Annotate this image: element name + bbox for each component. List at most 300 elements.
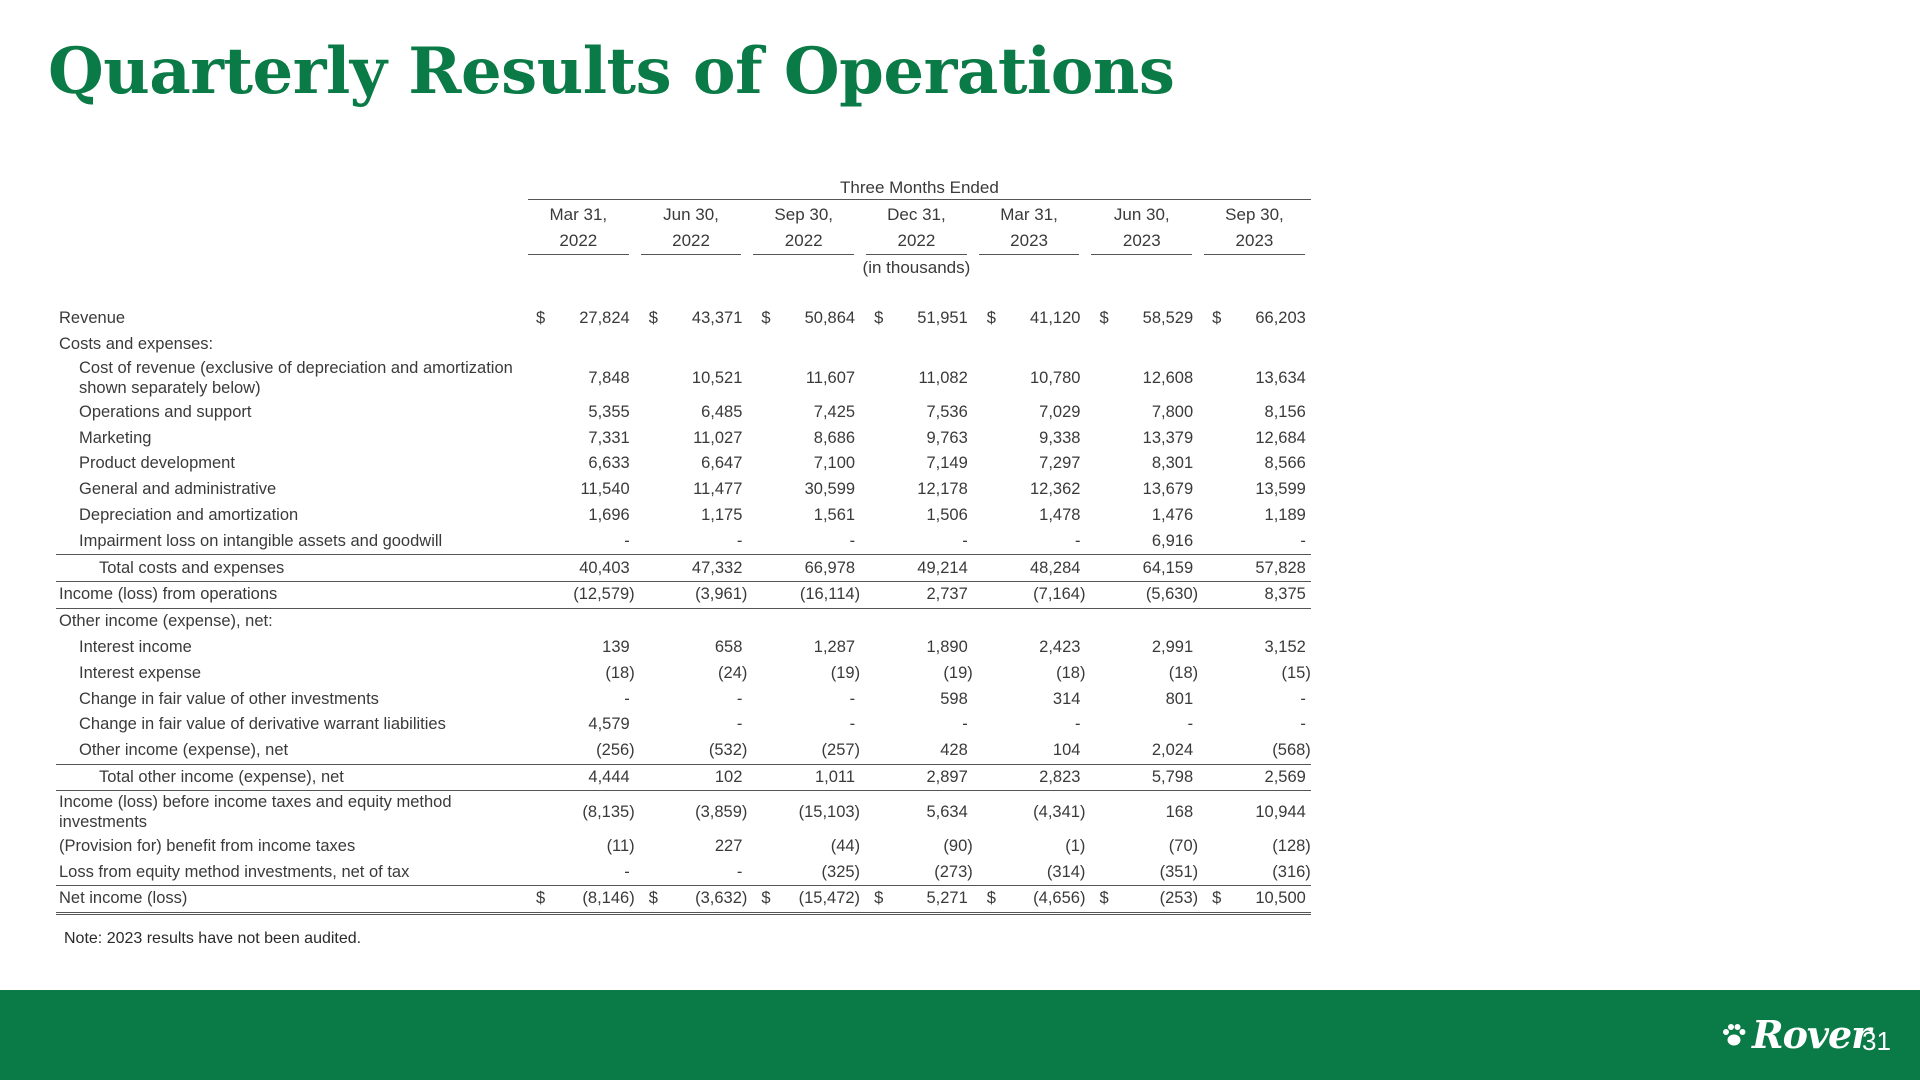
cell-value: 2,823: [996, 764, 1086, 791]
currency-symbol: [860, 555, 883, 582]
currency-symbol: [1085, 738, 1108, 764]
currency-symbol: [860, 764, 883, 791]
cell-value: 43,371: [691, 309, 743, 328]
currency-symbol: [860, 528, 883, 554]
currency-symbol: $: [1085, 885, 1108, 913]
currency-symbol: [860, 451, 883, 477]
currency-symbol: [973, 528, 996, 554]
currency-symbol: [522, 477, 545, 503]
cell-value: (325): [821, 862, 861, 881]
currency-symbol: [635, 712, 658, 738]
cell-value: (18): [1056, 663, 1086, 682]
column-header: [522, 202, 635, 255]
currency-symbol: [522, 764, 545, 791]
currency-symbol: [1198, 791, 1221, 834]
currency-symbol: [747, 503, 770, 529]
cell-value: (128): [1272, 836, 1311, 855]
currency-symbol: [860, 686, 883, 712]
currency-symbol: [1085, 332, 1108, 358]
currency-symbol: [860, 712, 883, 738]
currency-symbol: [860, 581, 883, 608]
currency-symbol: [973, 686, 996, 712]
cell-value: 64,159: [1109, 555, 1199, 582]
currency-symbol: [1198, 859, 1221, 885]
cell-value: -: [736, 862, 743, 881]
footer-bar: [0, 990, 1920, 1080]
column-header-date: Sep 30,: [1225, 204, 1284, 224]
row-label: Total costs and expenses: [56, 555, 522, 582]
cell-value: 66,978: [771, 555, 861, 582]
currency-symbol: [860, 425, 883, 451]
cell-value: 104: [1052, 741, 1081, 760]
cell-value: 227: [714, 836, 743, 855]
cell-value: 13,634: [1255, 369, 1306, 388]
currency-symbol: [522, 357, 545, 399]
currency-symbol: [1198, 608, 1221, 634]
cell-value: (11): [606, 836, 635, 855]
cell-value: 11,540: [580, 480, 630, 499]
cell-value: [545, 332, 635, 358]
currency-symbol: [973, 425, 996, 451]
page-number: 31: [1862, 1026, 1891, 1056]
currency-symbol: [747, 581, 770, 608]
cell-value: 7,297: [1039, 454, 1081, 473]
table-row: [56, 791, 1311, 834]
cell-value: (4,656): [996, 885, 1086, 913]
cell-value: 9,763: [926, 428, 968, 447]
currency-symbol: [860, 399, 883, 425]
row-label: Other income (expense), net:: [56, 608, 522, 634]
cell-value: (532): [708, 741, 748, 760]
cell-value: -: [962, 715, 968, 734]
column-header: [860, 202, 973, 255]
currency-symbol: $: [1099, 309, 1109, 328]
cell-value: (314): [1046, 862, 1086, 881]
currency-symbol: [1085, 712, 1108, 738]
cell-value: [1109, 332, 1199, 358]
row-label: Marketing: [79, 428, 152, 447]
cell-value: 4,579: [588, 715, 630, 734]
cell-value: 7,331: [588, 428, 630, 447]
cell-value: (18): [1168, 663, 1199, 682]
cell-value: (15): [1281, 663, 1311, 682]
currency-symbol: $: [1198, 885, 1221, 913]
cell-value: -: [849, 715, 856, 734]
currency-symbol: $: [860, 885, 883, 913]
cell-value: 1,189: [1264, 505, 1306, 524]
cell-value: 6,916: [1151, 531, 1194, 550]
cell-value: 10,780: [1029, 369, 1081, 388]
paw-icon: [1720, 1021, 1748, 1049]
cell-value: 10,521: [691, 369, 743, 388]
row-label: Loss from equity method investments, net of tax: [59, 862, 410, 881]
currency-symbol: [1085, 581, 1108, 608]
currency-symbol: [860, 608, 883, 634]
currency-symbol: [860, 859, 883, 885]
cell-value: 7,800: [1151, 402, 1194, 421]
currency-symbol: [973, 399, 996, 425]
table-row: [56, 635, 1311, 661]
currency-symbol: [747, 555, 770, 582]
column-header-date: Jun 30,: [1113, 204, 1170, 224]
row-label: (Provision for) benefit from income taxes: [59, 836, 356, 855]
cell-value: 3,152: [1264, 637, 1306, 656]
currency-symbol: [973, 635, 996, 661]
currency-symbol: [522, 608, 545, 634]
cell-value: 50,864: [804, 309, 856, 328]
table-row: [56, 528, 1311, 554]
cell-value: (8,135): [545, 791, 635, 834]
cell-value: 51,951: [917, 309, 968, 328]
currency-symbol: [973, 477, 996, 503]
currency-symbol: [635, 608, 658, 634]
cell-value: 11,082: [918, 369, 968, 388]
cell-value: -: [1187, 715, 1194, 734]
cell-value: 102: [658, 764, 748, 791]
cell-value: -: [736, 531, 743, 550]
cell-value: (7,164): [996, 581, 1086, 608]
column-header: [973, 202, 1086, 255]
currency-symbol: [635, 738, 658, 764]
table-row: [56, 451, 1311, 477]
cell-value: 10,500: [1221, 885, 1311, 913]
cell-value: -: [962, 531, 968, 550]
cell-value: 30,599: [804, 480, 856, 499]
currency-symbol: [635, 503, 658, 529]
currency-symbol: [747, 764, 770, 791]
cell-value: [771, 332, 861, 358]
column-header-year: 2022: [559, 230, 598, 250]
row-label: Interest expense: [79, 663, 201, 682]
currency-symbol: [522, 859, 545, 885]
cell-value: [658, 332, 748, 358]
cell-value: (273): [934, 862, 973, 881]
cell-value: 428: [940, 741, 968, 760]
table-row: [56, 833, 1311, 859]
cell-value: 1,011: [771, 764, 861, 791]
cell-value: 12,608: [1142, 369, 1194, 388]
currency-symbol: [1085, 791, 1108, 834]
column-header-year: 2023: [1235, 230, 1274, 250]
rover-logo: [1720, 1012, 1870, 1057]
cell-value: (257): [821, 741, 861, 760]
currency-symbol: [860, 503, 883, 529]
currency-symbol: [635, 635, 658, 661]
cell-value: [771, 608, 861, 634]
currency-symbol: [522, 791, 545, 834]
table-row: [56, 357, 1311, 399]
cell-value: 5,798: [1109, 764, 1199, 791]
table-row: [56, 660, 1311, 686]
currency-symbol: [1198, 357, 1221, 399]
currency-symbol: [1198, 635, 1221, 661]
cell-value: 8,686: [813, 428, 856, 447]
currency-symbol: [522, 555, 545, 582]
currency-symbol: [522, 503, 545, 529]
table-row: [56, 712, 1311, 738]
currency-symbol: [973, 451, 996, 477]
currency-symbol: [747, 451, 770, 477]
row-label: Impairment loss on intangible assets and goodwill: [79, 531, 443, 550]
cell-value: 9,338: [1039, 428, 1081, 447]
currency-symbol: [860, 332, 883, 358]
cell-value: [996, 608, 1086, 634]
cell-value: (253): [1109, 885, 1199, 913]
cell-value: (568): [1272, 741, 1311, 760]
cell-value: 13,379: [1142, 428, 1194, 447]
cell-value: 2,024: [1151, 741, 1194, 760]
currency-symbol: [635, 555, 658, 582]
row-label: Product development: [79, 454, 235, 473]
currency-symbol: [635, 581, 658, 608]
cell-value: 2,737: [883, 581, 973, 608]
cell-value: 6,633: [588, 454, 630, 473]
column-header-year: 2023: [1010, 230, 1048, 250]
currency-symbol: [973, 833, 996, 859]
currency-symbol: [747, 791, 770, 834]
currency-symbol: $: [874, 309, 884, 328]
cell-value: [883, 332, 973, 358]
currency-symbol: [635, 477, 658, 503]
cell-value: -: [624, 531, 630, 550]
cell-value: 8,375: [1221, 581, 1311, 608]
table-row: [56, 555, 1311, 582]
currency-symbol: [1085, 764, 1108, 791]
column-header-year: 2022: [784, 230, 823, 250]
currency-symbol: [1085, 833, 1108, 859]
table-row: [56, 859, 1311, 885]
cell-value: [1221, 608, 1311, 634]
currency-symbol: [1085, 503, 1108, 529]
table-row: [56, 477, 1311, 503]
cell-value: (3,961): [658, 581, 748, 608]
column-header-date: Mar 31,: [549, 204, 608, 224]
cell-value: (351): [1159, 862, 1199, 881]
cell-value: 7,425: [813, 402, 856, 421]
currency-symbol: [1198, 712, 1221, 738]
cell-value: -: [624, 689, 630, 708]
cell-value: 48,284: [996, 555, 1086, 582]
cell-value: 7,848: [588, 369, 630, 388]
currency-symbol: [635, 859, 658, 885]
cell-value: (90): [943, 836, 973, 855]
cell-value: -: [1300, 531, 1306, 550]
currency-symbol: [973, 608, 996, 634]
cell-value: 1,476: [1151, 505, 1194, 524]
group-header: Three Months Ended: [522, 176, 1311, 202]
table-row: [56, 764, 1311, 791]
column-header: [747, 202, 860, 255]
currency-symbol: [1198, 833, 1221, 859]
currency-symbol: [747, 833, 770, 859]
currency-symbol: [635, 357, 658, 399]
currency-symbol: [1085, 399, 1108, 425]
cell-value: -: [624, 862, 630, 881]
currency-symbol: [747, 357, 770, 399]
table-row: [56, 332, 1311, 358]
currency-symbol: [1085, 686, 1108, 712]
currency-symbol: [860, 738, 883, 764]
cell-value: 139: [602, 637, 630, 656]
cell-value: 12,362: [1029, 480, 1081, 499]
column-header-year: 2023: [1122, 230, 1161, 250]
currency-symbol: [1085, 477, 1108, 503]
currency-symbol: [747, 686, 770, 712]
row-label: Income (loss) before income taxes and equity method investments: [56, 791, 522, 834]
currency-symbol: $: [635, 885, 658, 913]
cell-value: 2,423: [1039, 637, 1081, 656]
cell-value: (5,630): [1109, 581, 1199, 608]
table-row: [56, 885, 1311, 913]
cell-value: (15,472): [771, 885, 861, 913]
currency-symbol: [635, 833, 658, 859]
page-title: Quarterly Results of Operations: [48, 34, 1175, 109]
cell-value: 1,506: [926, 505, 968, 524]
row-label: Other income (expense), net: [79, 741, 289, 760]
column-header-date: Sep 30,: [774, 204, 834, 224]
currency-symbol: [747, 425, 770, 451]
row-label: Costs and expenses:: [59, 334, 214, 353]
currency-symbol: [747, 635, 770, 661]
currency-symbol: [522, 660, 545, 686]
cell-value: 47,332: [658, 555, 748, 582]
currency-symbol: [522, 635, 545, 661]
row-label: Interest income: [79, 637, 192, 656]
currency-symbol: [522, 581, 545, 608]
currency-symbol: [1198, 764, 1221, 791]
column-header-year: 2022: [897, 230, 936, 250]
currency-symbol: [973, 555, 996, 582]
row-label: Net income (loss): [56, 885, 522, 913]
column-header-row: [56, 202, 1311, 255]
currency-symbol: [973, 357, 996, 399]
cell-value: (316): [1272, 862, 1311, 881]
cell-value: 7,029: [1039, 402, 1081, 421]
row-label: Income (loss) from operations: [56, 581, 522, 608]
currency-symbol: [860, 357, 883, 399]
currency-symbol: [747, 399, 770, 425]
cell-value: -: [849, 689, 856, 708]
cell-value: 7,100: [813, 454, 856, 473]
currency-symbol: [973, 660, 996, 686]
currency-symbol: [1198, 660, 1221, 686]
cell-value: (18): [605, 663, 635, 682]
cell-value: 7,149: [926, 454, 968, 473]
cell-value: 12,178: [917, 480, 968, 499]
currency-symbol: [635, 332, 658, 358]
cell-value: 5,355: [588, 402, 630, 421]
cell-value: 5,634: [883, 791, 973, 834]
currency-symbol: [1085, 660, 1108, 686]
cell-value: 41,120: [1029, 309, 1081, 328]
table-row: [56, 738, 1311, 764]
currency-symbol: [1085, 528, 1108, 554]
currency-symbol: $: [986, 309, 996, 328]
currency-symbol: [1198, 686, 1221, 712]
cell-value: (15,103): [771, 791, 861, 834]
currency-symbol: [522, 332, 545, 358]
cell-value: (8,146): [545, 885, 635, 913]
cell-value: 57,828: [1221, 555, 1311, 582]
quarterly-results-table: [56, 176, 1311, 915]
currency-symbol: [747, 660, 770, 686]
currency-symbol: [635, 425, 658, 451]
currency-symbol: $: [747, 885, 770, 913]
cell-value: 7,536: [926, 402, 968, 421]
cell-value: 658: [714, 637, 743, 656]
currency-symbol: [747, 528, 770, 554]
currency-symbol: [973, 859, 996, 885]
logo-text: Rover: [1752, 1012, 1871, 1057]
row-label: Change in fair value of other investments: [79, 689, 379, 708]
row-label: Cost of revenue (exclusive of depreciation and amortization shown separately below): [79, 359, 513, 398]
row-label: Revenue: [59, 309, 126, 328]
currency-symbol: [1085, 608, 1108, 634]
currency-symbol: $: [1212, 309, 1222, 328]
cell-value: 66,203: [1255, 309, 1306, 328]
currency-symbol: [1085, 555, 1108, 582]
currency-symbol: [973, 332, 996, 358]
cell-value: 1,561: [813, 505, 856, 524]
currency-symbol: [1198, 399, 1221, 425]
cell-value: (19): [830, 663, 861, 682]
cell-value: 314: [1052, 689, 1081, 708]
table-row: [56, 686, 1311, 712]
cell-value: 11,607: [805, 369, 856, 388]
currency-symbol: $: [522, 885, 545, 913]
currency-symbol: $: [536, 309, 546, 328]
currency-symbol: [1198, 332, 1221, 358]
cell-value: 11,477: [693, 480, 743, 499]
column-header-year: 2022: [672, 230, 710, 250]
currency-symbol: [860, 477, 883, 503]
cell-value: (256): [596, 741, 635, 760]
cell-value: (12,579): [545, 581, 635, 608]
row-label: Change in fair value of derivative warrant liabilities: [79, 715, 446, 734]
units-label: (in thousands): [862, 257, 971, 277]
currency-symbol: [635, 686, 658, 712]
currency-symbol: [1198, 738, 1221, 764]
currency-symbol: $: [761, 309, 771, 328]
currency-symbol: [1085, 859, 1108, 885]
currency-symbol: [1198, 555, 1221, 582]
cell-value: 8,156: [1264, 402, 1306, 421]
table-row: [56, 503, 1311, 529]
cell-value: (16,114): [771, 581, 861, 608]
cell-value: (3,632): [658, 885, 748, 913]
cell-value: (1): [1065, 836, 1086, 855]
row-label: General and administrative: [79, 480, 277, 499]
cell-value: 12,684: [1255, 428, 1306, 447]
cell-value: 2,569: [1221, 764, 1311, 791]
cell-value: -: [849, 531, 856, 550]
cell-value: 13,599: [1255, 480, 1306, 499]
cell-value: 40,403: [545, 555, 635, 582]
cell-value: 2,897: [883, 764, 973, 791]
cell-value: 1,287: [813, 637, 856, 656]
currency-symbol: [1198, 425, 1221, 451]
cell-value: 10,944: [1221, 791, 1311, 834]
cell-value: [658, 608, 748, 634]
currency-symbol: [1198, 528, 1221, 554]
currency-symbol: [973, 738, 996, 764]
currency-symbol: [747, 608, 770, 634]
cell-value: 1,478: [1039, 505, 1081, 524]
currency-symbol: [635, 764, 658, 791]
cell-value: (24): [718, 663, 748, 682]
currency-symbol: [522, 686, 545, 712]
currency-symbol: [1085, 635, 1108, 661]
